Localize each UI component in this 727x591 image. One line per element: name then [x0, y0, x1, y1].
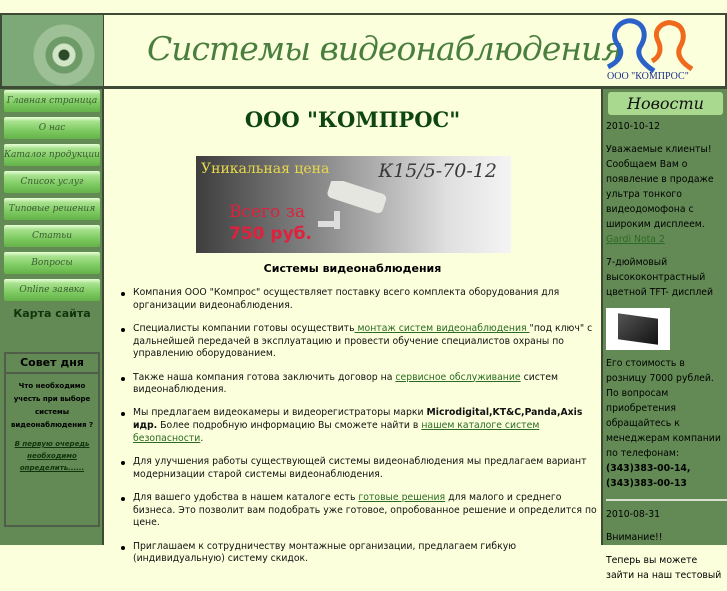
item-text: Компания ООО "Компрос" осуществляет поставку всего комплекта оборудования для организации видеонаблюдения. [133, 287, 560, 311]
news-sidebar [601, 89, 727, 581]
item-text: . [200, 432, 204, 444]
phone: (343)383-00-13 [606, 478, 687, 489]
menu-services[interactable]: Список услуг [4, 171, 100, 193]
tip-of-day [4, 352, 100, 527]
item-text: Специалисты компании готовы осуществить [133, 322, 355, 334]
left-sidebar [0, 89, 104, 545]
menu-catalog[interactable]: Каталог продукции [4, 144, 100, 166]
banner-text: Уникальная цена [201, 161, 330, 177]
divider [606, 499, 727, 501]
news-body: Его стоимость в розницу 7000 рублей. По вопросам приобретения обращайтесь к менеджерам компании по телефонам: [606, 358, 721, 459]
installation-link[interactable]: монтаж систем видеонаблюдения [354, 322, 530, 334]
list-item [120, 372, 600, 397]
main-content [104, 89, 601, 565]
news-list [606, 119, 727, 591]
news-text-2: 7-дюймовый высококонтрастный цветной TFT- дисплей [606, 257, 714, 298]
news-text [606, 142, 727, 247]
tip-text: Что необходимо учесть при выборе системы видеонаблюдения ? [10, 382, 94, 429]
item-text: для малого и среднего бизнеса. Это позволит вам подобрать уже готовое, опробованное решение и определится по цене. [133, 491, 597, 529]
page-title: ООО "КОМПРОС" [244, 107, 461, 132]
menu-home[interactable]: Главная страница [4, 90, 100, 112]
item-text: Для вашего удобства в нашем каталоге есть [133, 491, 359, 503]
logo-text: ООО "КОМПРОС" [607, 71, 689, 82]
service-link[interactable]: сервисное обслуживание [395, 371, 521, 383]
tip-title: Совет дня [6, 354, 98, 374]
news-heading: Внимание!! [606, 532, 663, 543]
banner-price-value: 750 руб. [229, 224, 312, 244]
news-text-3 [606, 356, 727, 491]
item-text: Мы предлагаем видеокамеры и видеорегистраторы марки [133, 407, 427, 419]
news-text: Теперь вы можете зайти на наш тестовый [606, 555, 722, 581]
menu-online-request[interactable]: Online заявка [4, 279, 100, 301]
sitemap-link[interactable]: Карта сайта [13, 307, 91, 320]
phone: (343)383-00-14, [606, 463, 691, 474]
list-item [120, 492, 600, 530]
eye-image [2, 15, 104, 86]
menu-solutions[interactable]: Типовые решения [4, 198, 100, 220]
item-text: Приглашаем к сотрудничеству монтажные организации, предлагаем гибкую (индивидуальную) систему скидок. [133, 540, 517, 565]
list-item [120, 407, 600, 445]
list-item [120, 323, 600, 361]
site-title: Системы видеонаблюдения [147, 29, 623, 68]
product-link[interactable]: Gardi Nota 2 [606, 234, 665, 245]
menu-questions[interactable]: Вопросы [4, 252, 100, 274]
product-image[interactable] [606, 308, 670, 350]
list-item [120, 287, 600, 312]
camera-icon [314, 181, 392, 231]
news-body: Уважаемые клиенты! Сообщаем Вам о появление в продаже ультра тонкого видеодомофона с широким дисплеем. [606, 144, 714, 230]
banner-price [229, 201, 312, 245]
news-title: Новости [608, 92, 723, 115]
feature-list [120, 287, 600, 576]
list-item [120, 541, 600, 566]
list-item [120, 456, 600, 481]
tip-link[interactable]: В первую очередь необходимо определить...... [14, 440, 90, 472]
banner-price-line: Всего за [229, 202, 306, 222]
menu-about[interactable]: О нас [4, 117, 100, 139]
brands: Microdigital,KT&C,Panda,Axis идр. [133, 407, 583, 432]
item-text: "под ключ" с дальнейшей передачей в эксплуатацию и провести обучение специалистов охраны по управлению оборудованием. [133, 322, 593, 360]
banner-model: К15/5-70-12 [378, 160, 497, 182]
section-title: Системы видеонаблюдения [263, 262, 442, 275]
menu-articles[interactable]: Статьи [4, 225, 100, 247]
news-date: 2010-08-31 [606, 509, 661, 520]
catalog-link[interactable]: нашем каталоге систем безопасности [133, 420, 540, 444]
promo-banner[interactable] [196, 156, 511, 253]
header [0, 13, 727, 89]
news-date: 2010-10-12 [606, 121, 661, 132]
item-text: Более подробную информацию Вы сможете найти в [157, 420, 422, 432]
item-text: Также наша компания готова заключить договор на [133, 371, 396, 383]
item-text: Для улучшения работы существующей системы видеонаблюдения мы предлагаем вариант модернизации старой системы видеонаблюдения. [133, 456, 587, 480]
item-text: систем видеонаблюдения. [133, 371, 558, 396]
solutions-link[interactable]: готовые решения [358, 491, 446, 503]
